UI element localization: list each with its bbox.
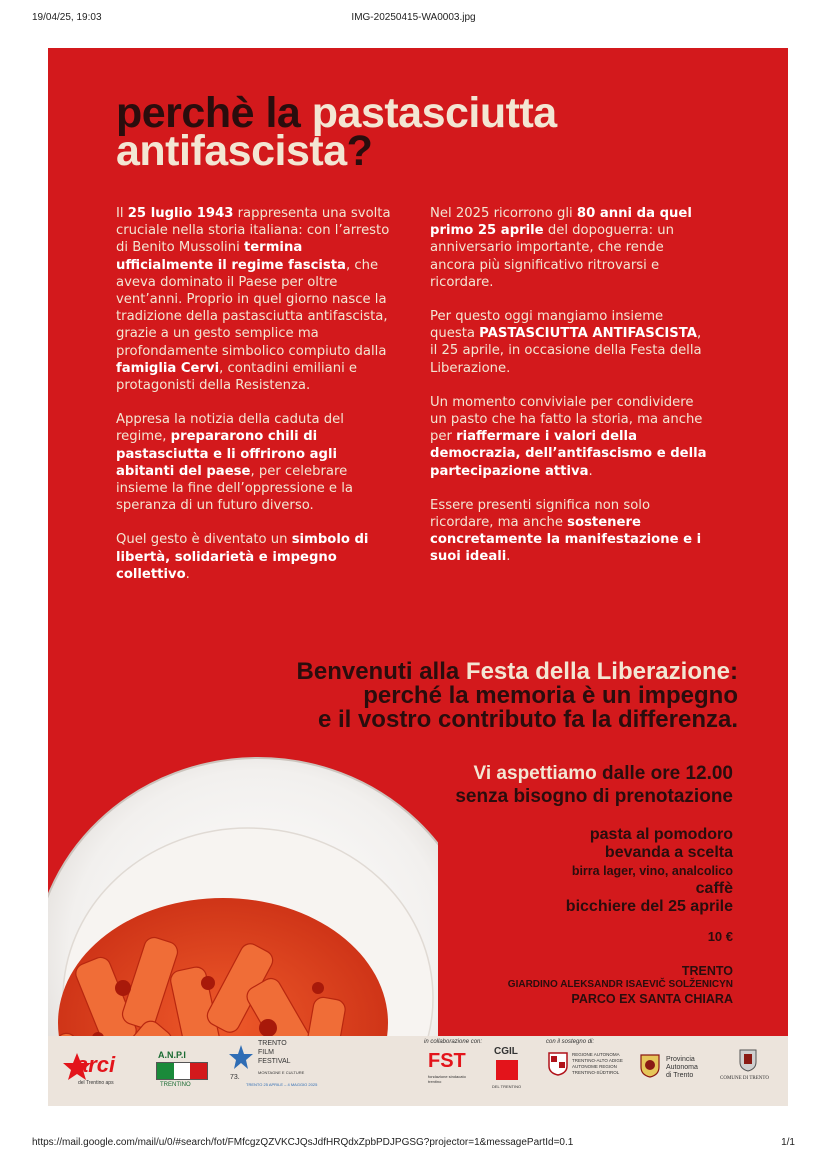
paragraph-text: Appresa la notizia della caduta del regime, [116,412,344,445]
welcome-message [198,660,738,732]
provincia-line1: Provincia [666,1056,695,1063]
right-column-paragraph [430,394,712,480]
welcome-line3: e il vostro contributo fa la differenza. [317,706,738,733]
welcome-line1-dark: Benvenuti alla [296,658,466,685]
tff-star-icon [228,1044,254,1070]
welcome-line1-end: : [730,658,738,685]
title-part1-light: pastasciutta [311,89,557,137]
highlighted-text: sostenere concretamente la manifestazione e i suoi ideali [430,515,702,565]
print-filename: IMG-20250415-WA0003.jpg [351,12,476,23]
left-column-paragraph [116,531,398,583]
opening-info [298,762,733,808]
title-part1-dark: perchè la [116,89,312,137]
region-line3: AUTONOME REGION [572,1064,617,1069]
paragraph-text: . [588,463,593,479]
highlighted-text: 25 luglio 1943 [127,206,234,221]
regione-logo [548,1050,630,1090]
tff-sub: MONTAGNE E CULTURE [258,1070,305,1075]
poster [48,48,788,1106]
welcome-line1-light: Festa della Liberazione [465,658,730,685]
collab-label: in collaborazione con: [424,1039,483,1045]
location-park: PARCO EX SANTA CHIARA [571,992,733,1006]
comune-name: COMUNE DI TRENTO [720,1076,769,1081]
paragraph-text: rappresenta una svolta cruciale nella storia italiana: con l’arresto di Benito Mussolini [116,206,391,256]
wait-line1-dark: dalle ore 12.00 [602,763,733,784]
print-url: https://mail.google.com/mail/u/0/#search/fot/FMfcgzQZVKCJQsJdfHRQdxZpbPDJPGSG?projector=1&messagePartId=0.1 [32,1137,574,1148]
anpi-name: A.N.P.I [158,1050,186,1060]
right-column-paragraph [430,497,712,566]
print-page-number: 1/1 [781,1137,795,1148]
support-label: con il sostegno di: [546,1039,595,1045]
tff-line1: TRENTO [258,1040,287,1047]
provincia-line2: Autonoma [666,1064,698,1071]
print-datetime: 19/04/25, 19:03 [32,12,102,23]
highlighted-text: famiglia Cervi [116,360,220,376]
left-column-paragraph [116,205,398,394]
cgil-square-icon [496,1060,518,1080]
cgil-name: CGIL [494,1046,518,1057]
highlighted-text: PASTASCIUTTA ANTIFASCISTA [479,326,697,342]
arci-name: arci [76,1052,116,1077]
wait-line1-light: Vi aspettiamo [473,763,603,784]
provincia-crest-icon [640,1052,660,1078]
highlighted-text: riaffermare i valori della democrazia, dell’antifascismo e della partecipazione attiva [430,429,707,479]
left-column-paragraph [116,411,398,514]
paragraph-text: , contadini emiliani e protagonisti della Resistenza. [116,360,358,394]
location-city: TRENTO [681,964,733,978]
paragraph-text: del dopoguerra: un anniversario importante, che rende ancora più significativo ritrovarsi e ricordare. [430,223,674,290]
fst-logo [428,1050,476,1090]
paragraph-text: Nel 2025 ricorrono gli [430,206,577,221]
menu-list [398,826,733,946]
menu-item-pasta: pasta al pomodoro [589,826,733,843]
anpi-sub: TRENTINO [160,1082,191,1088]
highlighted-text: 80 anni da quel primo 25 aprile [430,206,692,239]
location-garden: GIARDINO ALEKSANDR ISAEVIČ SOLŽENICYN [507,979,733,990]
paragraph-text: , per celebrare insieme la fine dell’oppressione e la speranza di un futuro diverso. [116,463,353,514]
menu-price: 10 € [707,929,733,944]
print-header [0,12,827,32]
region-line4: TRENTINO-SÜDTIROL [572,1070,620,1075]
menu-item-coffee: caffè [695,880,733,897]
cgil-sub: DEL TRENTINO [492,1084,522,1089]
highlighted-text: prepararono chili di pastasciutta e li offrirono agli abitanti del paese [116,429,337,479]
arci-logo [62,1048,132,1098]
comune-crest-icon [738,1046,758,1072]
paragraph-text: Per questo oggi mangiamo insieme questa [430,309,664,342]
welcome-line2: perché la memoria è un impegno [363,682,738,709]
menu-item-drink-detail: birra lager, vino, analcolico [571,864,733,878]
print-footer [0,1137,827,1157]
fst-name: FST [428,1050,466,1072]
provincia-line3: di Trento [666,1072,694,1079]
paragraph-text: , che aveva dominato il Paese per oltre vent’anni. Proprio in quel giorno nasce la tradizione della pastasciutta antifascista, grazie a un gesto semplice ma profondamente simbolico compiuto dalla [116,257,388,359]
poster-title [116,89,756,175]
tff-line2: FILM [258,1049,274,1056]
paragraph-text: . [185,566,190,582]
wait-line2: senza bisogno di prenotazione [455,786,733,807]
region-line1: REGIONE AUTONOMA [572,1052,620,1057]
right-column-paragraph [430,308,712,377]
highlighted-text: simbolo di libertà, solidarietà e impegno collettivo [116,532,369,582]
paragraph-text: , il 25 aprile, in occasione della Festa della Liberazione. [430,326,702,376]
provincia-logo [640,1048,712,1092]
tff-edition: 73. [230,1074,240,1081]
paragraph-text: Un momento conviviale per condividere un pasto che ha fatto la storia, ma anche per [430,394,703,445]
cgil-logo [492,1046,532,1096]
tff-dates: TRENTO 25 APRILE – 4 MAGGIO 2025 [246,1082,318,1087]
title-part2-dark: ? [346,127,373,175]
sponsor-band [48,1036,788,1106]
anpi-flag-icon [156,1062,208,1080]
fst-sub: fondazione sindacato trentino [428,1074,466,1084]
tff-line3: FESTIVAL [258,1058,291,1065]
event-location [378,964,733,1006]
title-part2-light: antifascista [116,127,347,175]
paragraph-text: Quel gesto è diventato un [116,532,292,548]
left-text-column [116,205,398,600]
arci-sub: del Trentino aps [78,1080,114,1086]
right-text-column [430,205,712,583]
comune-logo [720,1046,780,1096]
region-line2: TRENTINO-ALTO ADIGE [572,1058,623,1063]
paragraph-text: Il [116,206,128,221]
menu-item-glass: bicchiere del 25 aprile [565,898,733,915]
regione-shield-icon [548,1052,568,1076]
paragraph-text: . [506,549,511,565]
trento-film-festival-logo [228,1040,338,1102]
right-column-paragraph [430,205,712,291]
menu-item-drink: bevanda a scelta [604,844,733,861]
anpi-logo [156,1050,212,1094]
paragraph-text: Essere presenti significa non solo ricordare, ma anche [430,497,651,531]
highlighted-text: termina ufficialmente il regime fascista [116,240,346,273]
